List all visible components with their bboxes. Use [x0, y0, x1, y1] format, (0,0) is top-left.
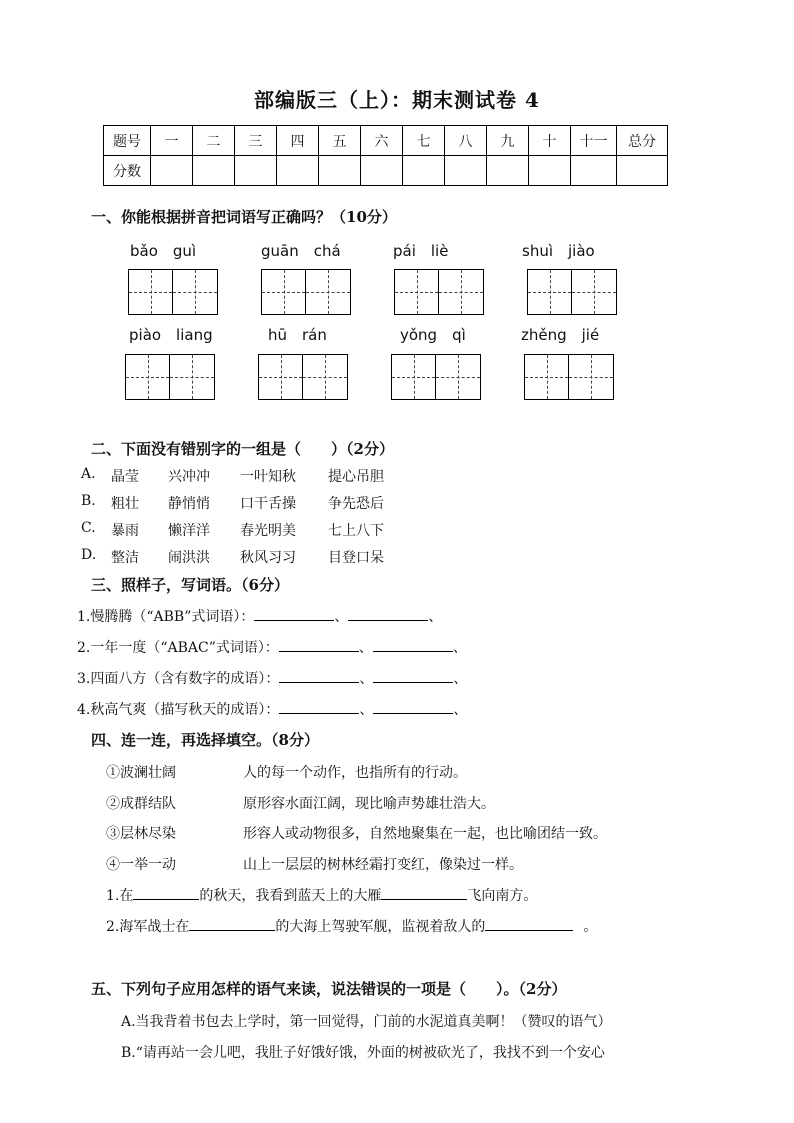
score-entry-cell[interactable] — [277, 156, 319, 186]
option-word: 暴雨 — [111, 523, 139, 539]
sentence-text: 的秋天，我看到蓝天上的大雁 — [199, 888, 382, 904]
writing-grid[interactable] — [125, 354, 215, 400]
score-entry-cell[interactable] — [193, 156, 235, 186]
answer-blank[interactable] — [373, 637, 453, 652]
fill-sentence-2 — [106, 916, 597, 936]
option-word: 秋风习习 — [240, 550, 296, 566]
separator: 、 — [428, 609, 443, 625]
pinyin-label: guān chá — [261, 242, 341, 260]
idiom-term[interactable]: ②成群结队 — [106, 796, 176, 812]
separator: 、 — [453, 671, 468, 687]
pinyin-label: bǎo guì — [130, 242, 197, 260]
table-cell: 六 — [361, 126, 403, 156]
writing-grid[interactable] — [524, 354, 614, 400]
answer-blank[interactable] — [348, 606, 428, 621]
table-cell: 五 — [319, 126, 361, 156]
word-task-3 — [77, 668, 467, 688]
question-option-a: A.当我背着书包去上学时，第一回觉得，门前的水泥道真美啊！（赞叹的语气） — [121, 1014, 612, 1030]
table-cell: 分数 — [104, 156, 151, 186]
table-cell: 三 — [235, 126, 277, 156]
separator: 、 — [452, 640, 467, 656]
option-word: 整洁 — [111, 550, 139, 566]
section-2-heading: 二、下面没有错别字的一组是（ ）（2分） — [91, 440, 394, 458]
score-entry-cell[interactable] — [361, 156, 403, 186]
answer-blank[interactable] — [485, 916, 573, 931]
sentence-text: 飞向南方。 — [467, 888, 538, 904]
sentence-text: 2.海军战士在 — [106, 919, 190, 935]
table-cell: 八 — [445, 126, 487, 156]
sentence-text: 。 — [583, 919, 598, 935]
separator: 、 — [334, 609, 349, 625]
separator: 、 — [358, 640, 373, 656]
answer-blank[interactable] — [189, 916, 275, 931]
word-task-prompt: 1.慢腾腾（“ABB”式词语）： — [77, 609, 255, 625]
option-letter: A. — [81, 466, 96, 482]
idiom-term[interactable]: ③层林尽染 — [106, 826, 176, 842]
section-1-heading: 一、你能根据拼音把词语写正确吗？（10分） — [91, 208, 397, 226]
answer-blank[interactable] — [254, 606, 334, 621]
option-word: 七上八下 — [328, 523, 384, 539]
pinyin-label: zhěng jié — [521, 326, 600, 344]
option-word: 口干舌操 — [240, 496, 296, 512]
table-cell: 四 — [277, 126, 319, 156]
answer-blank[interactable] — [279, 668, 359, 683]
writing-grid[interactable] — [258, 354, 348, 400]
table-cell: 题号 — [104, 126, 151, 156]
pinyin-label: yǒng qì — [400, 326, 466, 344]
idiom-term[interactable]: ④一举一动 — [106, 857, 176, 873]
score-entry-cell[interactable] — [529, 156, 571, 186]
score-entry-cell[interactable] — [235, 156, 277, 186]
sentence-text: 的大海上驾驶军舰，监视着敌人的 — [275, 919, 486, 935]
answer-blank[interactable] — [381, 885, 467, 900]
section-5-heading: 五、下列句子应用怎样的语气来读，说法错误的一项是（ ）。（2分） — [91, 980, 567, 998]
word-task-prompt: 3.四面八方（含有数字的成语）： — [77, 671, 280, 687]
pinyin-label: pái liè — [393, 242, 449, 260]
answer-blank[interactable] — [279, 699, 359, 714]
separator: 、 — [359, 671, 374, 687]
option-word: 兴冲冲 — [168, 469, 210, 485]
score-entry-cell[interactable] — [151, 156, 193, 186]
section-4-heading: 四、连一连，再选择填空。（8分） — [91, 731, 319, 749]
option-word: 目登口呆 — [328, 550, 384, 566]
separator: 、 — [453, 702, 468, 718]
option-letter: B. — [81, 493, 96, 509]
score-table-score-row — [104, 156, 668, 186]
option-word: 晶莹 — [111, 469, 139, 485]
option-word: 静悄悄 — [168, 496, 210, 512]
word-task-prompt: 4.秋高气爽（描写秋天的成语）： — [77, 702, 280, 718]
pinyin-label: shuì jiào — [522, 242, 595, 260]
table-cell: 总分 — [617, 126, 668, 156]
answer-blank[interactable] — [133, 885, 199, 900]
idiom-meaning[interactable]: 山上一层层的树林经霜打变红，像染过一样。 — [243, 857, 523, 873]
writing-grid[interactable] — [391, 354, 481, 400]
option-word: 粗壮 — [111, 496, 139, 512]
table-cell: 十 — [529, 126, 571, 156]
pinyin-label: hū rán — [268, 326, 327, 344]
fill-sentence-1 — [106, 885, 537, 905]
idiom-meaning[interactable]: 人的每一个动作，也指所有的行动。 — [243, 765, 467, 781]
score-entry-cell[interactable] — [487, 156, 529, 186]
table-cell: 十一 — [571, 126, 617, 156]
table-cell: 二 — [193, 126, 235, 156]
idiom-meaning[interactable]: 形容人或动物很多，自然地聚集在一起，也比喻团结一致。 — [243, 826, 607, 842]
writing-grid[interactable] — [527, 269, 617, 315]
table-cell: 一 — [151, 126, 193, 156]
option-word: 提心吊胆 — [328, 469, 384, 485]
answer-blank[interactable] — [373, 668, 453, 683]
separator: 、 — [359, 702, 374, 718]
answer-blank[interactable] — [373, 699, 453, 714]
option-letter: D. — [81, 547, 97, 563]
table-cell: 九 — [487, 126, 529, 156]
writing-grid[interactable] — [394, 269, 484, 315]
score-entry-cell[interactable] — [319, 156, 361, 186]
score-entry-cell[interactable] — [445, 156, 487, 186]
word-task-prompt: 2.一年一度（“ABAC”式词语）： — [77, 640, 279, 656]
section-3-heading: 三、照样子，写词语。（6分） — [91, 576, 289, 594]
table-cell: 七 — [403, 126, 445, 156]
option-word: 春光明美 — [240, 523, 296, 539]
option-word: 一叶知秋 — [240, 469, 296, 485]
idiom-term[interactable]: ①波澜壮阔 — [106, 765, 176, 781]
score-entry-cell[interactable] — [571, 156, 617, 186]
option-word: 闹洪洪 — [168, 550, 210, 566]
answer-blank[interactable] — [279, 637, 359, 652]
pinyin-label: piào liang — [129, 326, 213, 344]
sentence-text: 1.在 — [106, 888, 134, 904]
score-table-header-row — [104, 126, 668, 156]
option-word: 懒洋洋 — [168, 523, 210, 539]
idiom-meaning[interactable]: 原形容水面江阔，现比喻声势雄壮浩大。 — [243, 796, 495, 812]
page-title: 部编版三（上）：期末测试卷 4 — [254, 88, 540, 112]
writing-grid[interactable] — [128, 269, 218, 315]
score-entry-cell[interactable] — [403, 156, 445, 186]
writing-grid[interactable] — [261, 269, 351, 315]
option-letter: C. — [81, 520, 96, 536]
word-task-4 — [77, 699, 467, 719]
score-table — [103, 125, 668, 186]
question-option-b: B.“请再站一会儿吧，我肚子好饿好饿，外面的树被砍光了，我找不到一个安心 — [121, 1045, 605, 1061]
word-task-2 — [77, 637, 467, 657]
score-entry-cell[interactable] — [617, 156, 668, 186]
option-word: 争先恐后 — [328, 496, 384, 512]
word-task-1 — [77, 606, 442, 626]
